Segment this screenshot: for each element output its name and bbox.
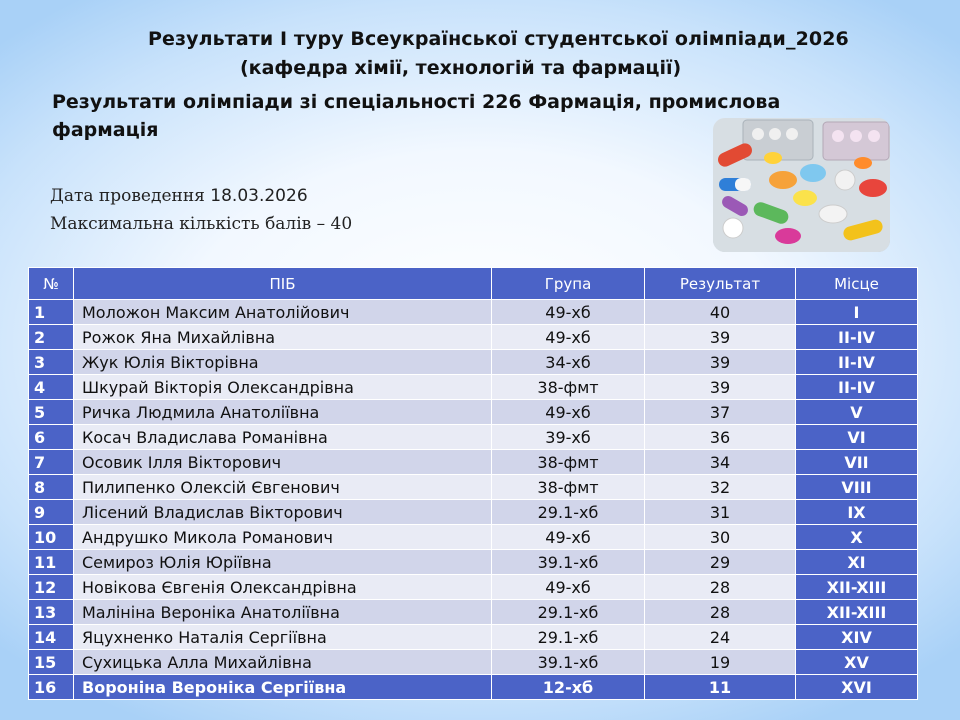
date-value: 18.03.2026 bbox=[210, 186, 308, 206]
result: 28 bbox=[645, 600, 796, 625]
result: 11 bbox=[645, 675, 796, 700]
place: XII-XIII bbox=[796, 575, 918, 600]
participant-name: Сухицька Алла Михайлівна bbox=[74, 650, 492, 675]
place: XIV bbox=[796, 625, 918, 650]
result: 29 bbox=[645, 550, 796, 575]
group: 38-фмт bbox=[492, 450, 645, 475]
pills-illustration bbox=[713, 118, 890, 252]
table-row bbox=[29, 425, 918, 450]
result: 24 bbox=[645, 625, 796, 650]
table-row bbox=[29, 325, 918, 350]
place: XII-XIII bbox=[796, 600, 918, 625]
group: 34-хб bbox=[492, 350, 645, 375]
table-row bbox=[29, 500, 918, 525]
row-number: 6 bbox=[29, 425, 74, 450]
participant-name: Ричка Людмила Анатоліївна bbox=[74, 400, 492, 425]
header-result: Результат bbox=[645, 268, 796, 300]
place: X bbox=[796, 525, 918, 550]
row-number: 11 bbox=[29, 550, 74, 575]
place: II-IV bbox=[796, 350, 918, 375]
group: 29.1-хб bbox=[492, 625, 645, 650]
participant-name: Яцухненко Наталія Сергіївна bbox=[74, 625, 492, 650]
row-number: 3 bbox=[29, 350, 74, 375]
place: VII bbox=[796, 450, 918, 475]
page-title: Результати І туру Всеукраїнської студентської олімпіади_2026 bbox=[148, 28, 849, 50]
table-row bbox=[29, 300, 918, 325]
place: II-IV bbox=[796, 325, 918, 350]
participant-name: Новікова Євгенія Олександрівна bbox=[74, 575, 492, 600]
table-row bbox=[29, 650, 918, 675]
place: V bbox=[796, 400, 918, 425]
participant-name: Малініна Вероніка Анатоліївна bbox=[74, 600, 492, 625]
place: XI bbox=[796, 550, 918, 575]
row-number: 2 bbox=[29, 325, 74, 350]
row-number: 16 bbox=[29, 675, 74, 700]
row-number: 12 bbox=[29, 575, 74, 600]
group: 49-хб bbox=[492, 400, 645, 425]
group: 38-фмт bbox=[492, 475, 645, 500]
table-row bbox=[29, 350, 918, 375]
row-number: 13 bbox=[29, 600, 74, 625]
group: 39.1-хб bbox=[492, 550, 645, 575]
header-number: № bbox=[29, 268, 74, 300]
place: XVI bbox=[796, 675, 918, 700]
result: 28 bbox=[645, 575, 796, 600]
specialty-title: Результати олімпіади зі спеціальності 226 Фармація, промислова фармація bbox=[52, 91, 781, 141]
participant-name: Шкурай Вікторія Олександрівна bbox=[74, 375, 492, 400]
participant-name: Осовик Ілля Вікторович bbox=[74, 450, 492, 475]
table-row bbox=[29, 625, 918, 650]
row-number: 10 bbox=[29, 525, 74, 550]
group: 49-хб bbox=[492, 325, 645, 350]
table-row bbox=[29, 450, 918, 475]
row-number: 15 bbox=[29, 650, 74, 675]
header-place: Місце bbox=[796, 268, 918, 300]
row-number: 4 bbox=[29, 375, 74, 400]
table-header-row bbox=[29, 268, 918, 300]
date-label: Дата проведення bbox=[50, 186, 211, 206]
result: 39 bbox=[645, 375, 796, 400]
participant-name: Андрушко Микола Романович bbox=[74, 525, 492, 550]
table-row bbox=[29, 575, 918, 600]
result: 34 bbox=[645, 450, 796, 475]
row-number: 1 bbox=[29, 300, 74, 325]
result: 36 bbox=[645, 425, 796, 450]
result: 31 bbox=[645, 500, 796, 525]
table-row bbox=[29, 525, 918, 550]
participant-name: Косач Владислава Романівна bbox=[74, 425, 492, 450]
group: 38-фмт bbox=[492, 375, 645, 400]
participant-name: Вороніна Вероніка Сергіївна bbox=[74, 675, 492, 700]
results-table bbox=[28, 267, 918, 700]
group: 29.1-хб bbox=[492, 500, 645, 525]
group: 29.1-хб bbox=[492, 600, 645, 625]
header-group: Група bbox=[492, 268, 645, 300]
participant-name: Лісений Владислав Вікторович bbox=[74, 500, 492, 525]
table-row bbox=[29, 475, 918, 500]
participant-name: Рожок Яна Михайлівна bbox=[74, 325, 492, 350]
participant-name: Жук Юлія Вікторівна bbox=[74, 350, 492, 375]
result: 37 bbox=[645, 400, 796, 425]
group: 12-хб bbox=[492, 675, 645, 700]
row-number: 5 bbox=[29, 400, 74, 425]
group: 39-хб bbox=[492, 425, 645, 450]
place: IX bbox=[796, 500, 918, 525]
group: 39.1-хб bbox=[492, 650, 645, 675]
row-number: 14 bbox=[29, 625, 74, 650]
result: 32 bbox=[645, 475, 796, 500]
table-row bbox=[29, 675, 918, 700]
result: 19 bbox=[645, 650, 796, 675]
group: 49-хб bbox=[492, 575, 645, 600]
group: 49-хб bbox=[492, 525, 645, 550]
olympiad-info bbox=[50, 182, 352, 238]
date-line bbox=[50, 182, 352, 210]
result: 40 bbox=[645, 300, 796, 325]
participant-name: Моложон Максим Анатолійович bbox=[74, 300, 492, 325]
page-subtitle: (кафедра хімії, технологій та фармації) bbox=[240, 57, 682, 79]
place: I bbox=[796, 300, 918, 325]
row-number: 7 bbox=[29, 450, 74, 475]
place: VIII bbox=[796, 475, 918, 500]
participant-name: Пилипенко Олексій Євгенович bbox=[74, 475, 492, 500]
place: VI bbox=[796, 425, 918, 450]
table-row bbox=[29, 600, 918, 625]
place: II-IV bbox=[796, 375, 918, 400]
pills-image bbox=[713, 118, 890, 252]
result: 39 bbox=[645, 325, 796, 350]
max-points-line: Максимальна кількість балів – 40 bbox=[50, 214, 353, 234]
place: XV bbox=[796, 650, 918, 675]
header-name: ПІБ bbox=[74, 268, 492, 300]
participant-name: Семироз Юлія Юріївна bbox=[74, 550, 492, 575]
row-number: 8 bbox=[29, 475, 74, 500]
table-row bbox=[29, 375, 918, 400]
result: 39 bbox=[645, 350, 796, 375]
result: 30 bbox=[645, 525, 796, 550]
group: 49-хб bbox=[492, 300, 645, 325]
table-row bbox=[29, 400, 918, 425]
row-number: 9 bbox=[29, 500, 74, 525]
table-row bbox=[29, 550, 918, 575]
